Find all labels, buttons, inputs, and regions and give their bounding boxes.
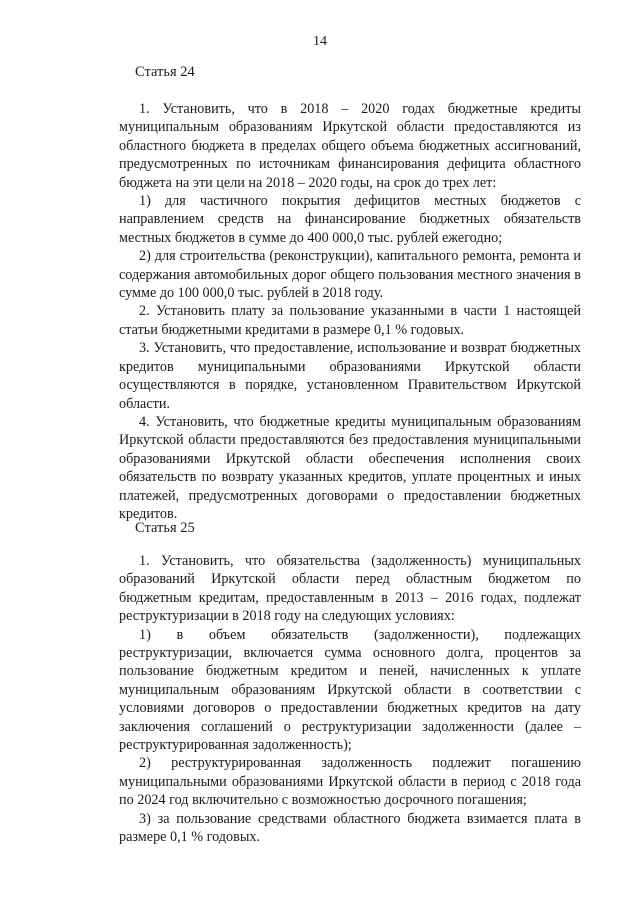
- article-24-body: [119, 100, 581, 523]
- article-25-paragraph: 1) в объем обязательств (задолженности), подлежащих реструктуризации, включается сумма основного долга, процентов за пользование бюджетным кредитом и пеней, начисленных к уплате муниципальным образованиям Иркутской области в соответствии с условиями договоров о предоставлении бюджетных кредитов на дату заключения соглашений о реструктуризации задолженности (далее – реструктурированная задолженность);: [119, 626, 581, 754]
- article-24-paragraph: 2. Установить плату за пользование указанными в части 1 настоящей статьи бюджетными кредитами в размере 0,1 % годовых.: [119, 303, 581, 338]
- article-24-paragraph: 4. Установить, что бюджетные кредиты муниципальным образованиям Иркутской области предоставляются без предоставления муниципальными образованиями Иркутской области обеспечения исполнения своих обязательств по возврату указанных кредитов, уплате процентных и иных платежей, предусмотренных договорами о предоставлении бюджетных кредитов.: [119, 413, 581, 522]
- article-25-paragraph: 1. Установить, что обязательства (задолженность) муниципальных образований Иркутской области перед областным бюджетом по бюджетным кредитам, предоставленным в 2013 – 2016 годах, подлежат реструктуризации в 2018 году на следующих условиях:: [119, 553, 581, 625]
- article-25-heading: Статья 25: [135, 520, 195, 536]
- article-24-paragraph: 1. Установить, что в 2018 – 2020 годах бюджетные кредиты муниципальным образованиям Иркутской области предоставляются из областного бюджета в пределах общего объема бюджетных ассигнований, предусмотренных по источникам финансирования дефицита областного бюджета на эти цели на 2018 – 2020 годы, на срок до трех лет:: [119, 101, 581, 191]
- article-24-paragraph: 1) для частичного покрытия дефицитов местных бюджетов с направлением средств на финансирование бюджетных обязательств местных бюджетов в сумме до 400 000,0 тыс. рублей ежегодно;: [119, 193, 581, 246]
- article-24-paragraph: 2) для строительства (реконструкции), капитального ремонта, ремонта и содержания автомобильных дорог общего пользования местного значения в сумме до 100 000,0 тыс. рублей в 2018 году.: [119, 248, 581, 302]
- article-25-paragraph: 3) за пользование средствами областного бюджета взимается плата в размере 0,1 % годовых.: [119, 810, 581, 846]
- article-25-body: [119, 552, 581, 847]
- article-25-paragraph: 2) реструктурированная задолженность подлежит погашению муниципальными образованиями Иркутской области в период с 2018 года по 2024 год включительно с возможностью досрочного погашения;: [119, 755, 581, 809]
- article-24-paragraph: 3. Установить, что предоставление, использование и возврат бюджетных кредитов муниципальными образованиями Иркутской области осуществляются в порядке, установленном Правительством Иркутской области.: [119, 340, 581, 412]
- page-number: 14: [313, 34, 327, 49]
- article-24-heading: Статья 24: [135, 64, 195, 80]
